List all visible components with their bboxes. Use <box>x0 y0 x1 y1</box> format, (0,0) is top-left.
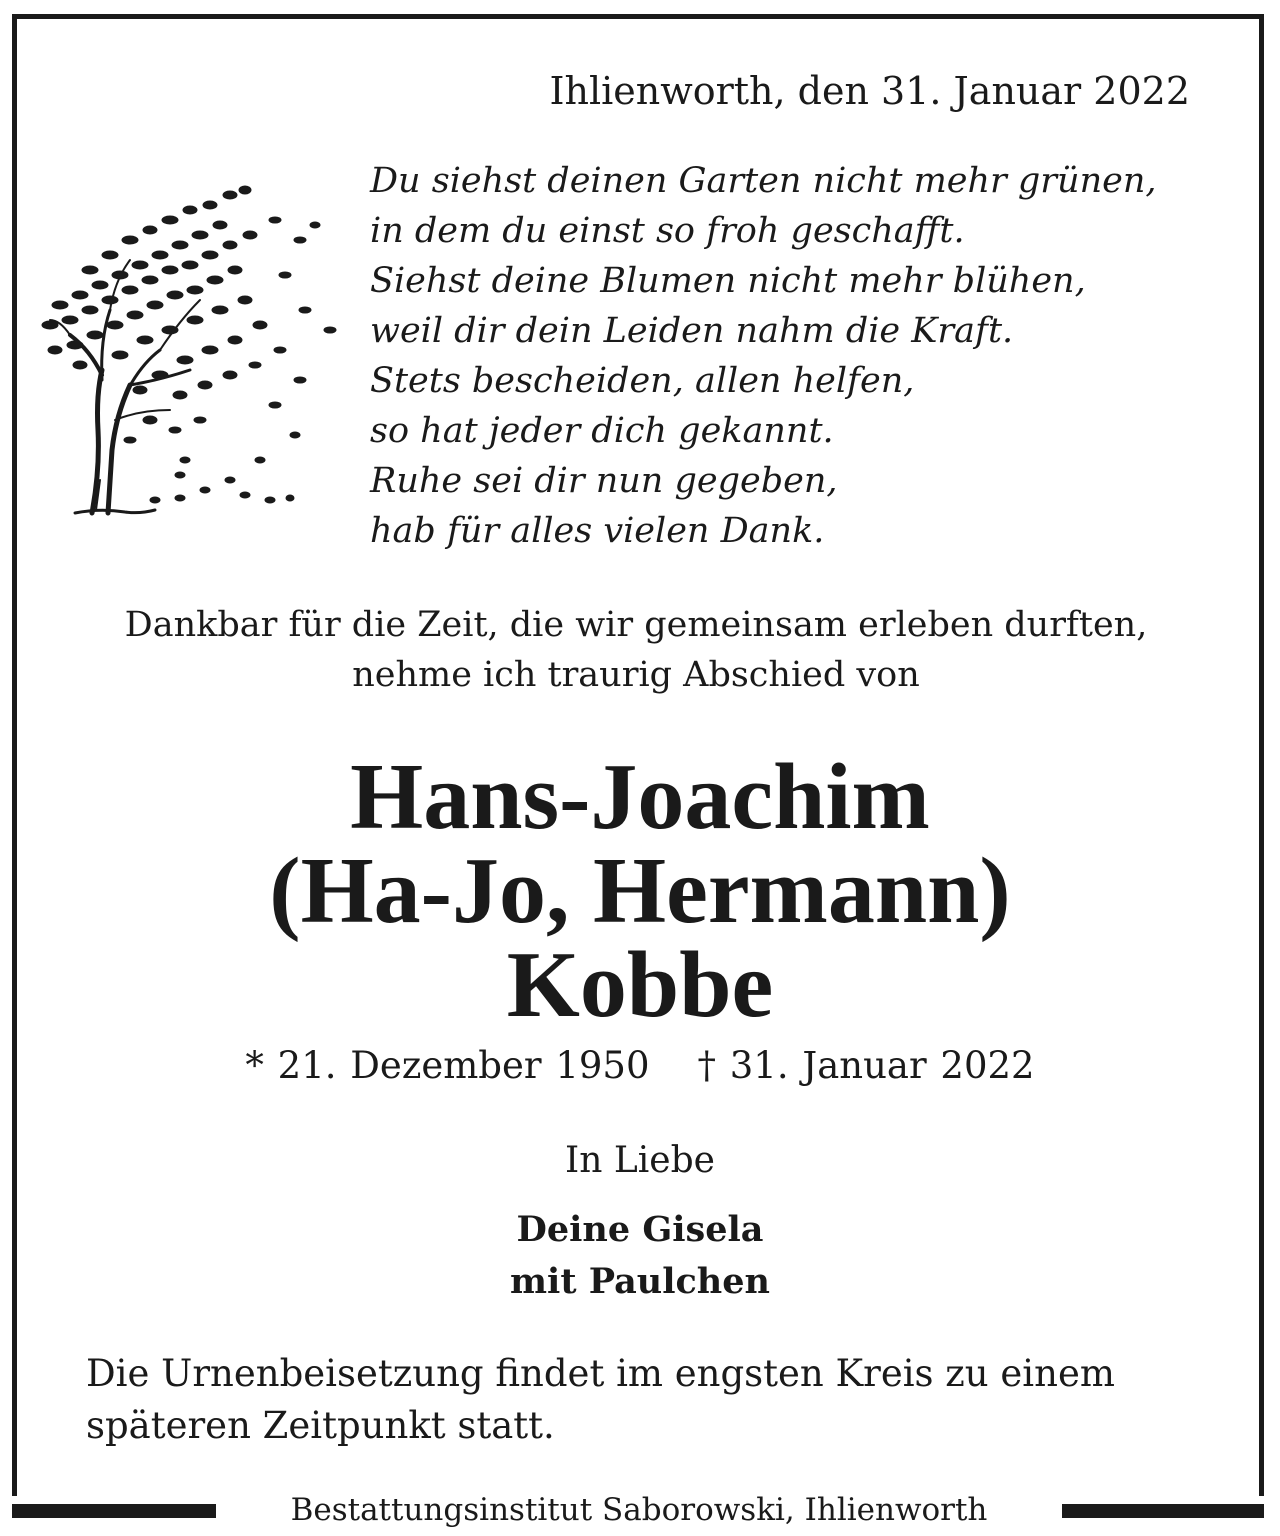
intro-line-2: nehme ich traurig Abschied von <box>352 655 920 695</box>
life-dates <box>0 1040 1280 1092</box>
poem-line: Du siehst deinen Garten nicht mehr grünen, <box>370 161 1157 201</box>
undertaker-footer: Bestattungsinstitut Saborowski, Ihlienworth <box>290 1492 988 1528</box>
poem-line: Ruhe sei dir nun gegeben, <box>370 461 838 501</box>
tree-blowing-leaves-icon <box>30 180 360 525</box>
nicknames: (Ha-Jo, Hermann) <box>269 839 1011 943</box>
deceased-name <box>0 745 1280 1037</box>
signers <box>0 1204 1280 1308</box>
intro-line-1: Dankbar für die Zeit, die wir gemeinsam erleben durften, <box>124 605 1148 645</box>
poem <box>370 156 1157 556</box>
intro-text <box>0 600 1276 700</box>
footer-rule-right <box>1062 1504 1264 1518</box>
signer-1: Deine Gisela <box>516 1209 764 1250</box>
poem-line: Stets bescheiden, allen helfen, <box>370 361 915 401</box>
first-name: Hans-Joachim <box>350 745 930 849</box>
surname: Kobbe <box>506 933 774 1037</box>
poem-line: so hat jeder dich gekannt. <box>370 411 834 451</box>
burial-notice: Die Urnenbeisetzung findet im engsten Kreis zu einem späteren Zeitpunkt statt. <box>86 1352 1115 1447</box>
footer-rule-left <box>12 1504 216 1518</box>
poem-line: weil dir dein Leiden nahm die Kraft. <box>370 311 1014 351</box>
poem-line: in dem du einst so froh geschafft. <box>370 211 965 251</box>
place-date: Ihlienworth, den 31. Januar 2022 <box>549 69 1190 113</box>
birth-date: * 21. Dezember 1950 <box>245 1044 650 1087</box>
death-date: † 31. Januar 2022 <box>697 1044 1035 1087</box>
poem-line: Siehst deine Blumen nicht mehr blühen, <box>370 261 1086 301</box>
poem-line: hab für alles vielen Dank. <box>370 511 825 551</box>
signer-2: mit Paulchen <box>510 1261 770 1302</box>
greeting: In Liebe <box>565 1140 715 1181</box>
